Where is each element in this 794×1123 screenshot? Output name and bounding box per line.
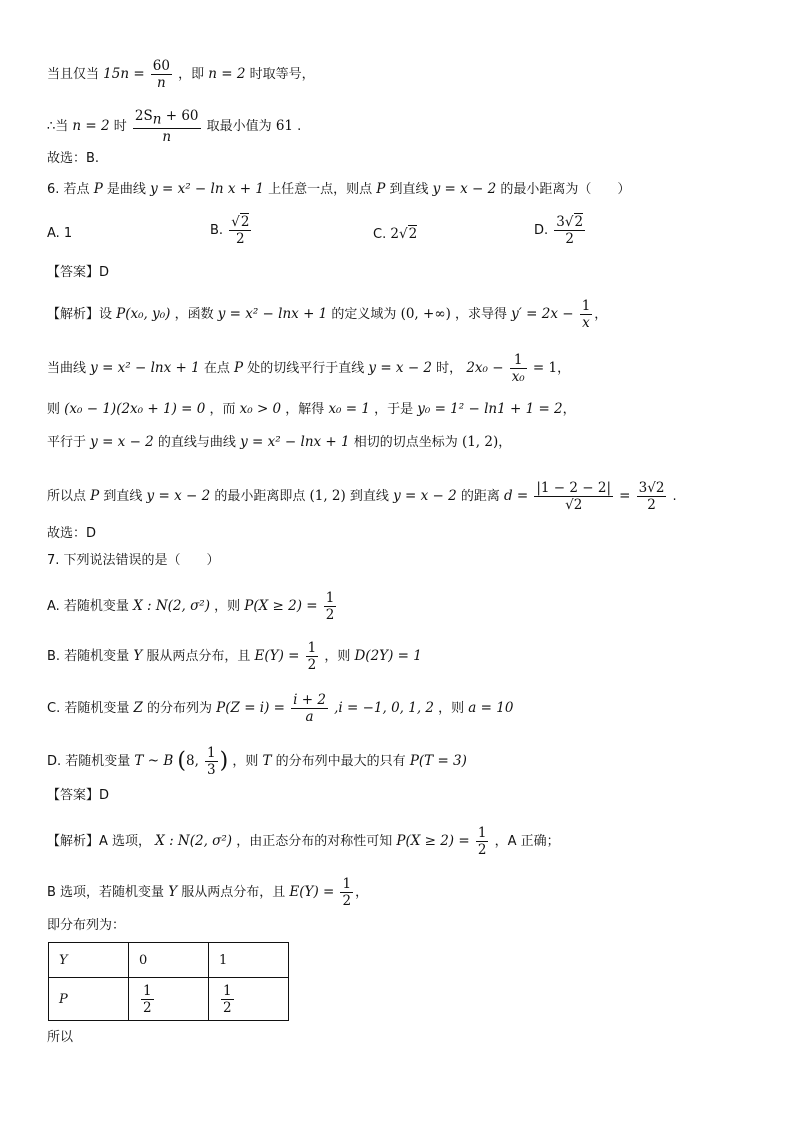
option-6-a: A. 1	[47, 226, 73, 241]
explain-6-line-4: 平行于 y = x − 2 的直线与曲线 y = x² − lnx + 1 相切的切点坐标为 (1, 2)，	[47, 434, 512, 450]
explain-6-line-2: 当曲线 y = x² − lnx + 1 在点 P 处的切线平行于直线 y = x − 2 时， 2x₀ − $\frac{1}{\text{x₀}}$ = 1，	[47, 352, 571, 385]
option-6-c: C. 2√2	[373, 226, 418, 242]
answer-6: 【答案】D	[47, 265, 110, 280]
explain-6-line-3: 则 (x₀ − 1)(2x₀ + 1) = 0 ，而 x₀ > 0 ，解得 x₀ = 1 ，于是 y₀ = 1² − ln1 + 1 = 2，	[47, 401, 576, 417]
option-7-d: D. 若随机变量 T ~ B (8, $\frac{1}{3}$ ) ，则 T 的分布列中最大的只有 P(T = 3)	[47, 745, 467, 778]
explain-6-line-5: 所以点 P 到直线 y = x − 2 的最小距离即点 (1, 2) 到直线 y = x − 2 的距离 d = $\frac{|1 - 2 - 2|}{√2}$ = $\frac{3√2}{2}$ .	[47, 480, 677, 513]
option-7-b: B. 若随机变量 Y 服从两点分布，且 E(Y) = $\frac{1}{2}$ ，则 D(2Y) = 1	[47, 640, 422, 673]
table-cell: 0	[129, 943, 209, 978]
table-cell: Y	[49, 943, 129, 978]
line-equality: 当且仅当 15n = $\frac{60}{n}$ ，即 n = 2 时取等号，	[47, 58, 315, 91]
option-6-b: B. $\frac{√2}{2}$	[210, 214, 250, 247]
table-cell: 1	[209, 943, 289, 978]
table-cell: $\frac{1}{2}$	[209, 978, 289, 1021]
option-7-c: C. 若随机变量 Z 的分布列为 P(Z = i) = $\frac{i + 2}{a}$ ,i = −1, 0, 1, 2 ，则 a = 10	[47, 692, 514, 725]
table-row	[49, 943, 289, 978]
answer-7: 【答案】D	[47, 788, 110, 803]
fraction-60-over-n: $\frac{60}{n}$	[152, 58, 170, 91]
explain-7-line-4: 所以	[47, 1030, 74, 1045]
table-cell: $\frac{1}{2}$	[129, 978, 209, 1021]
option-6-d: D. $\frac{3√2}{2}$	[534, 214, 584, 247]
explain-7-line-1: 【解析】A 选项， X : N(2, σ²) ，由正态分布的对称性可知 P(X ≥ 2) = $\frac{1}{2}$ ，A 正确；	[47, 825, 560, 858]
explain-7-line-3: 即分布列为：	[47, 918, 126, 933]
explain-7-line-2: B 选项，若随机变量 Y 服从两点分布，且 E(Y) = $\frac{1}{2}$ ，	[47, 876, 369, 909]
distribution-table	[48, 942, 289, 1021]
option-7-a: A. 若随机变量 X : N(2, σ²) ，则 P(X ≥ 2) = $\frac{1}{2}$	[47, 590, 335, 623]
line-minimum: ∴当 n = 2 时 $\frac{2S_n + 60}{n}$ 取最小值为 61 .	[47, 108, 302, 145]
answer-pick-5: 故选：B.	[47, 151, 100, 166]
table-row	[49, 978, 289, 1021]
answer-pick-6: 故选：D	[47, 526, 97, 541]
table-cell: P	[49, 978, 129, 1021]
fraction-2Sn: $\frac{2S_n + 60}{n}$	[134, 108, 199, 145]
explain-6-line-1: 【解析】设 P(x₀, y₀) ，函数 y = x² − lnx + 1 的定义域为 (0, +∞) ，求导得 y′ = 2x − $\frac{1}{x}$ ，	[47, 298, 608, 331]
question-6: 6. 若点 P 是曲线 y = x² − ln x + 1 上任意一点，则点 P 到直线 y = x − 2 的最小距离为（ ）	[47, 181, 631, 197]
question-7: 7. 下列说法错误的是（ ）	[47, 553, 220, 568]
